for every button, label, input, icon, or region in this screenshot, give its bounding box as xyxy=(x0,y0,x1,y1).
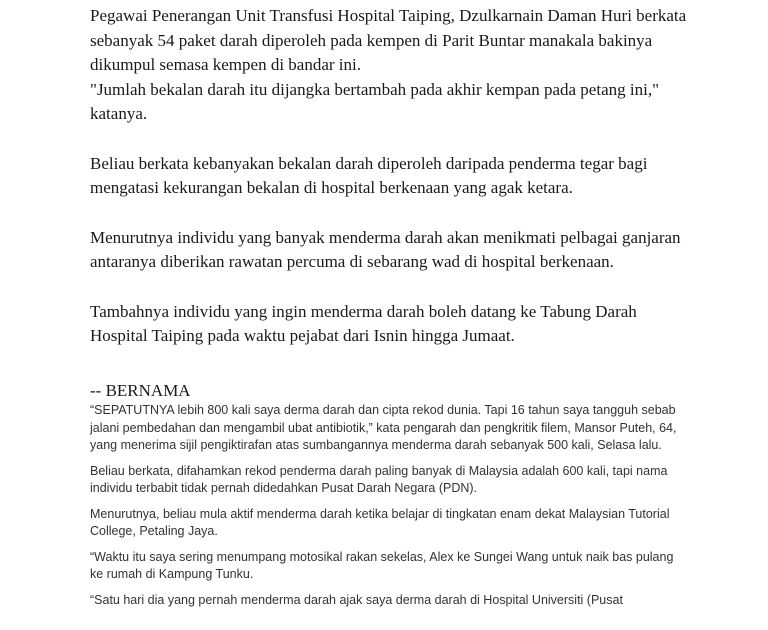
article-paragraph: “SEPATUTNYA lebih 800 kali saya derma darah dan cipta rekod dunia. Tapi 16 tahun saya tangguh sebab jalani pembedahan dan mengambil ubat antibiotik,” kata pengarah dan pengkritik filem, Mansor Puteh, 64, yang menerima sijil pengiktirafan atas sumbangannya menderma darah sebanyak 500 kali, Selasa lalu. xyxy=(90,403,677,452)
article-paragraph: Tambahnya individu yang ingin menderma darah boleh datang ke Tabung Darah Hospital Taiping pada waktu pejabat dari Isnin hingga Jumaat. xyxy=(90,301,637,345)
article-paragraph: Menurutnya, beliau mula aktif menderma darah ketika belajar di tingkatan enam dekat Malaysian Tutorial College, Petaling Jaya. xyxy=(90,506,670,538)
article-paragraph: “Satu hari dia yang pernah menderma darah ajak saya derma darah di Hospital Universiti (Pusat xyxy=(90,592,623,607)
article-byline: -- BERNAMA xyxy=(90,381,191,400)
article-paragraph: Beliau berkata, difahamkan rekod penderma darah paling banyak di Malaysia adalah 600 kali, tapi nama individu terbabit tidak pernah didedahkan Pusat Darah Negara (PDN). xyxy=(90,463,668,495)
news-article-main xyxy=(90,4,690,349)
paragraph-spacer xyxy=(90,127,690,152)
article-quote: "Jumlah bekalan darah itu dijangka bertambah pada akhir kempan pada petang ini," katanya. xyxy=(90,79,660,123)
article-paragraph: “Waktu itu saya sering menumpang motosikal rakan sekelas, Alex ke Sungei Wang untuk naik bas pulang ke rumah di Kampung Tunku. xyxy=(90,549,674,581)
paragraph-spacer xyxy=(90,201,690,226)
article-paragraph: Beliau berkata kebanyakan bekalan darah diperoleh daripada penderma tegar bagi mengatasi kekurangan bekalan di hospital berkenaan yang agak ketara. xyxy=(90,153,648,197)
news-article-second xyxy=(90,402,690,617)
article-paragraph: Menurutnya individu yang banyak menderma darah akan menikmati pelbagai ganjaran antaranya diberikan rawatan percuma di sebarang wad di hospital berkenaan. xyxy=(90,227,681,271)
paragraph-spacer xyxy=(90,275,690,300)
article-paragraph: Pegawai Penerangan Unit Transfusi Hospital Taiping, Dzulkarnain Daman Huri berkata sebanyak 54 paket darah diperoleh pada kempen di Parit Buntar manakala bakinya dikumpul semasa kempen di bandar ini. xyxy=(90,6,687,74)
